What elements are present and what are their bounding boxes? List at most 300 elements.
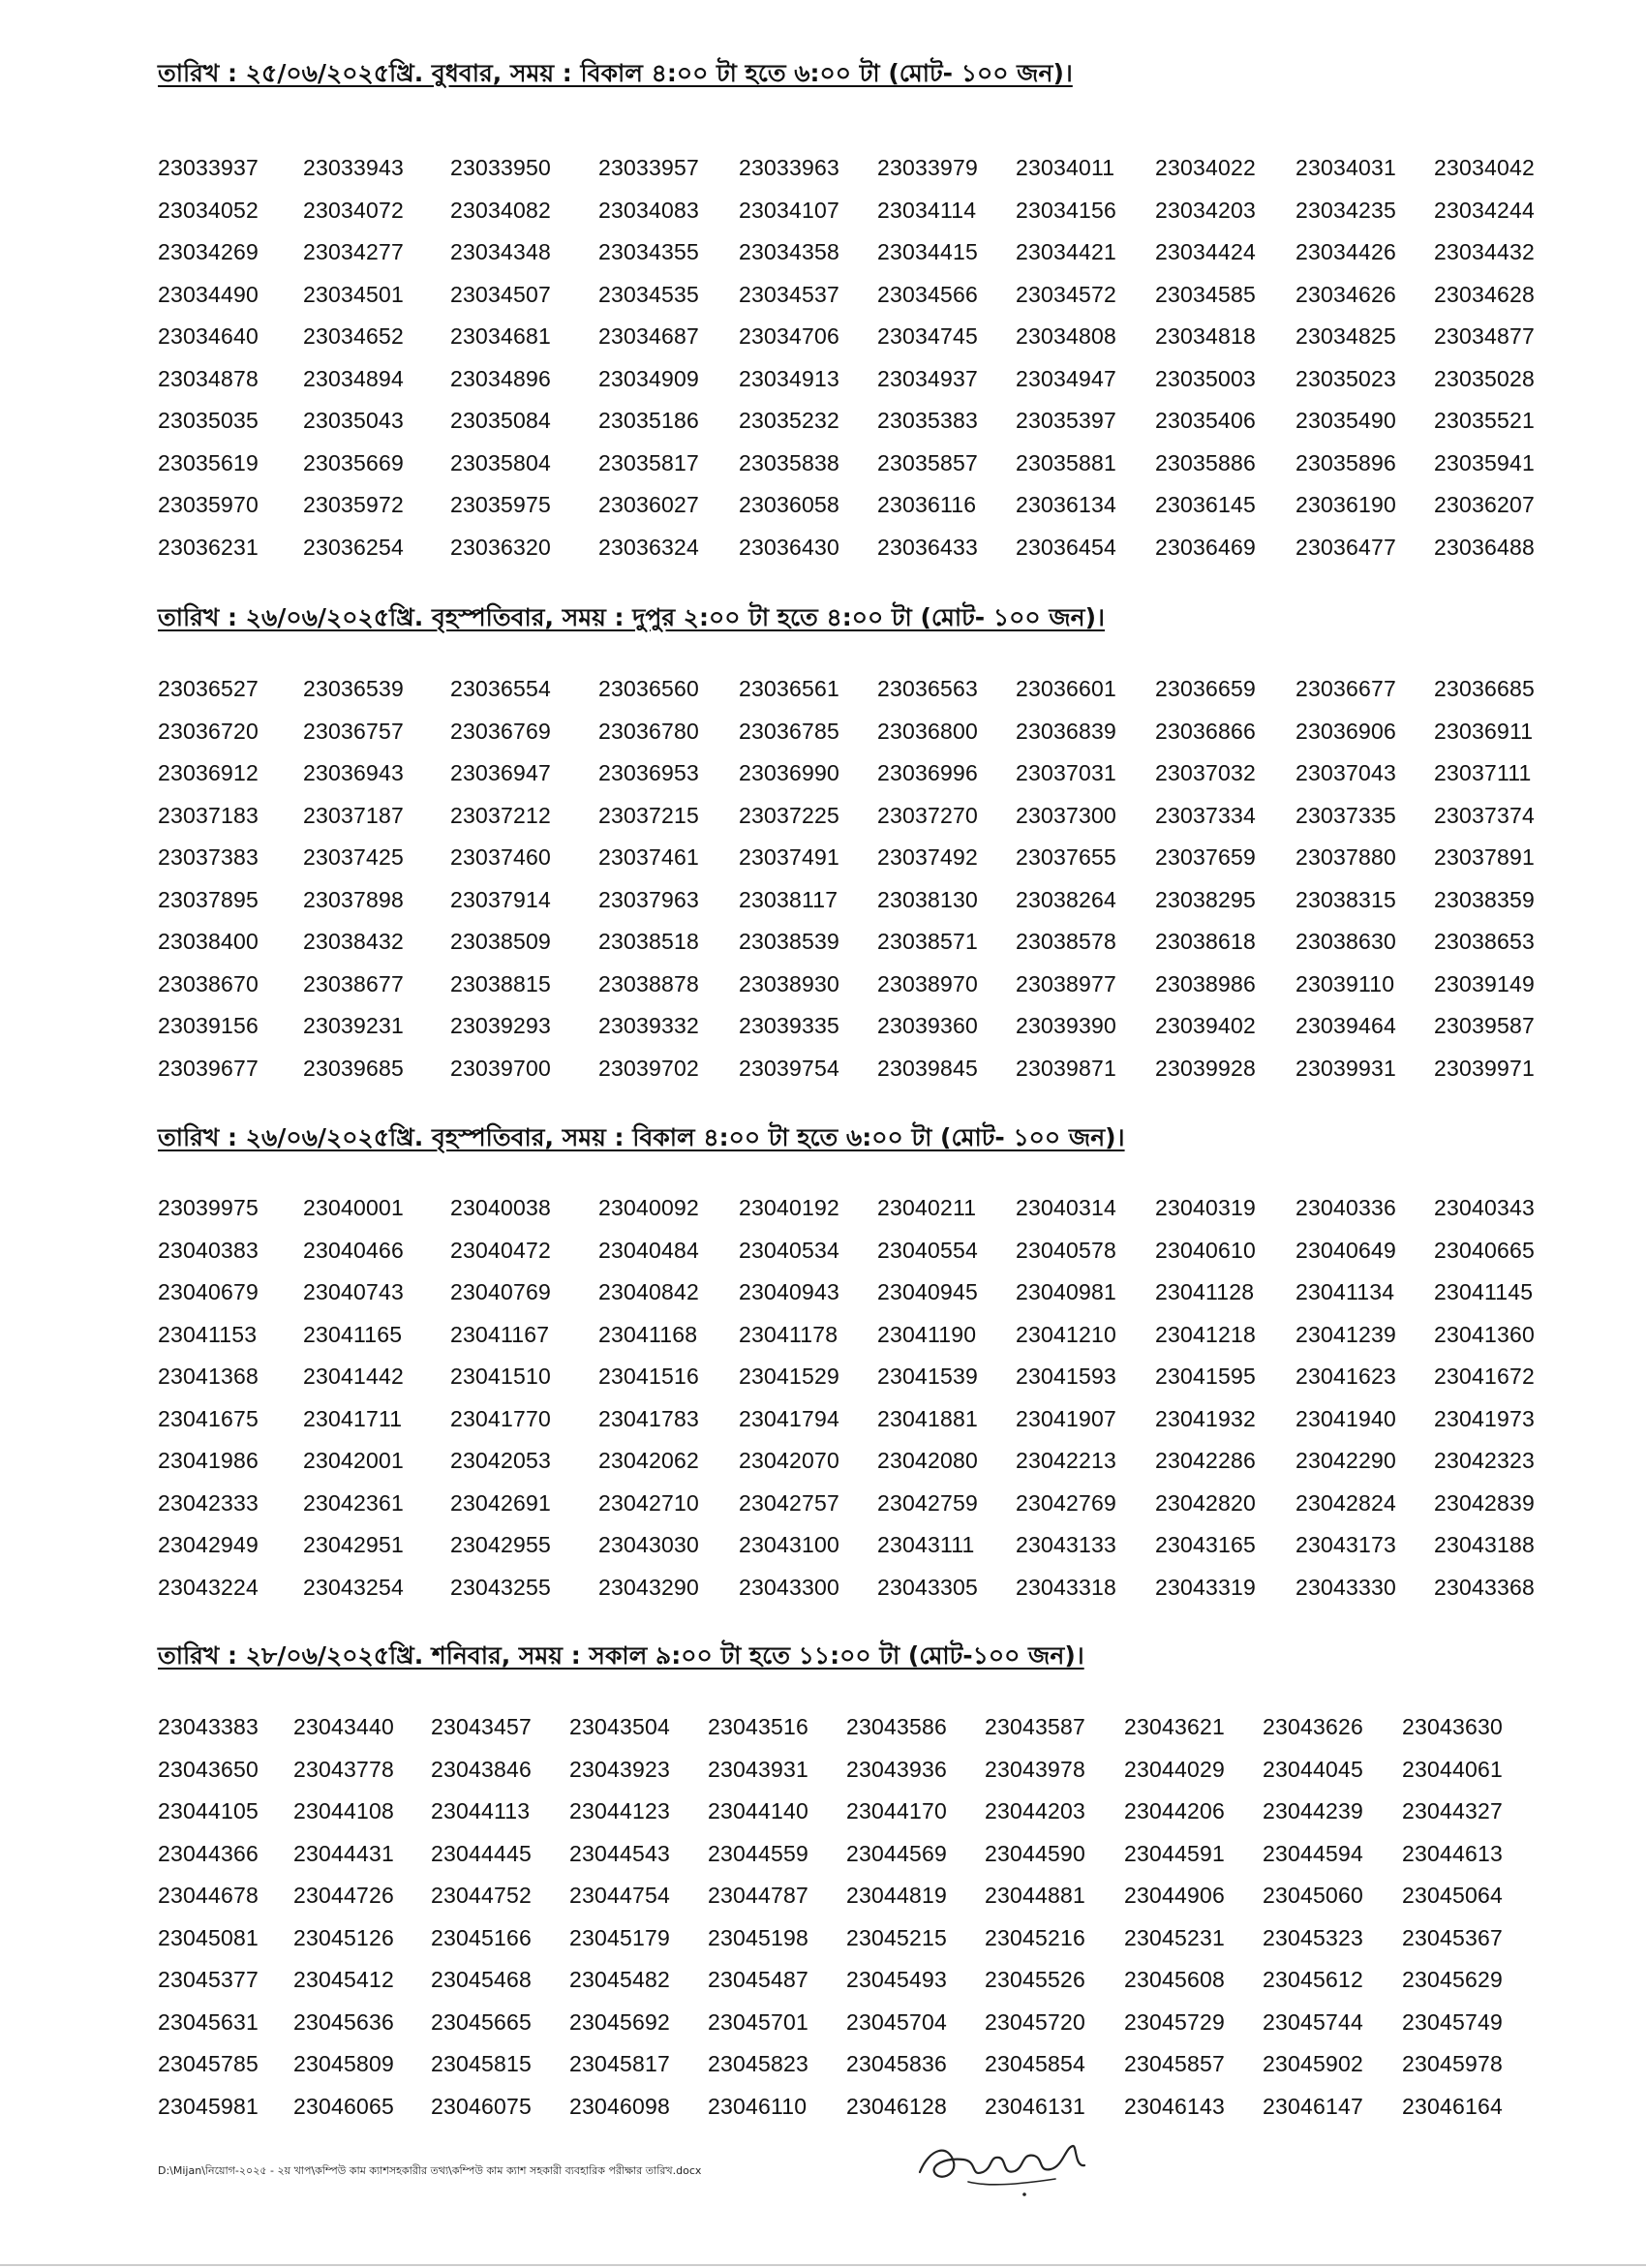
roll-number: 23042949 xyxy=(158,1532,259,1557)
roll-number: 23038930 xyxy=(739,970,839,996)
roll-number: 23041178 xyxy=(739,1321,838,1347)
roll-number: 23036254 xyxy=(303,534,404,560)
roll-number: 23041510 xyxy=(450,1364,551,1389)
roll-number: 23042691 xyxy=(450,1489,551,1516)
roll-number: 23043923 xyxy=(569,1756,670,1782)
roll-number: 23038677 xyxy=(303,970,404,996)
roll-number: 23044752 xyxy=(431,1883,532,1908)
roll-number: 23035804 xyxy=(450,449,551,475)
roll-number: 23042839 xyxy=(1434,1489,1535,1516)
roll-number: 23035406 xyxy=(1155,408,1256,433)
roll-number: 23037031 xyxy=(1016,760,1116,785)
roll-number: 23041368 xyxy=(158,1364,259,1389)
roll-number: 23034042 xyxy=(1434,155,1535,180)
roll-number: 23034894 xyxy=(303,365,404,391)
roll-number: 23039931 xyxy=(1295,1055,1396,1081)
roll-number: 23035003 xyxy=(1155,365,1256,391)
roll-number: 23035941 xyxy=(1434,449,1535,475)
roll-number: 23036190 xyxy=(1295,492,1396,517)
roll-number: 23043586 xyxy=(846,1714,947,1739)
roll-number: 23033950 xyxy=(450,155,551,180)
roll-number: 23040981 xyxy=(1016,1279,1116,1304)
roll-number: 23040472 xyxy=(450,1237,551,1263)
roll-number: 23041239 xyxy=(1295,1321,1396,1347)
roll-number: 23041595 xyxy=(1155,1364,1256,1389)
roll-number: 23045902 xyxy=(1263,2051,1363,2076)
roll-number: 23035857 xyxy=(877,449,978,475)
roll-number: 23039149 xyxy=(1434,970,1535,996)
roll-number: 23044726 xyxy=(293,1883,394,1908)
roll-number: 23034424 xyxy=(1155,239,1256,264)
roll-number: 23045636 xyxy=(293,2008,394,2035)
roll-number: 23044045 xyxy=(1263,1756,1363,1782)
roll-number: 23035035 xyxy=(158,408,259,433)
roll-number: 23035186 xyxy=(598,408,699,433)
roll-number: 23045198 xyxy=(708,1924,808,1950)
roll-number: 23046075 xyxy=(431,2093,532,2119)
roll-number: 23043030 xyxy=(598,1532,699,1557)
roll-number: 23043457 xyxy=(431,1714,532,1739)
roll-number: 23045701 xyxy=(708,2008,808,2035)
roll-number: 23045608 xyxy=(1124,1967,1225,1992)
roll-number: 23046131 xyxy=(985,2093,1085,2119)
roll-number: 23040743 xyxy=(303,1279,404,1304)
roll-number: 23037492 xyxy=(877,844,978,870)
roll-number: 23041770 xyxy=(450,1405,551,1431)
roll-number: 23044594 xyxy=(1263,1840,1363,1866)
roll-number: 23035896 xyxy=(1295,449,1396,475)
roll-number: 23036996 xyxy=(877,760,978,785)
roll-number: 23037225 xyxy=(739,802,839,828)
roll-number: 23046164 xyxy=(1402,2093,1503,2119)
roll-number: 23043383 xyxy=(158,1714,259,1739)
roll-number: 23044787 xyxy=(708,1883,808,1908)
roll-number: 23036601 xyxy=(1016,676,1116,701)
roll-number: 23038815 xyxy=(450,970,551,996)
roll-number: 23034072 xyxy=(303,197,404,223)
roll-number: 23043224 xyxy=(158,1574,259,1600)
roll-number: 23034114 xyxy=(877,197,977,223)
roll-number: 23044123 xyxy=(569,1798,670,1824)
roll-number: 23042757 xyxy=(739,1489,839,1516)
roll-number: 23040649 xyxy=(1295,1237,1396,1263)
roll-number: 23038539 xyxy=(739,929,839,954)
roll-number: 23036990 xyxy=(739,760,839,785)
roll-number: 23036769 xyxy=(450,718,551,744)
roll-number: 23034022 xyxy=(1155,155,1256,180)
roll-number: 23039335 xyxy=(739,1013,839,1038)
roll-number: 23038432 xyxy=(303,929,404,954)
roll-number: 23036757 xyxy=(303,718,404,744)
roll-number: 23043188 xyxy=(1434,1532,1535,1557)
roll-number: 23043516 xyxy=(708,1714,808,1739)
roll-number: 23034052 xyxy=(158,197,259,223)
roll-number: 23043165 xyxy=(1155,1532,1256,1557)
roll-number: 23036454 xyxy=(1016,534,1116,560)
roll-number: 23040038 xyxy=(450,1195,551,1220)
roll-number: 23041986 xyxy=(158,1448,259,1473)
roll-number: 23042053 xyxy=(450,1448,551,1473)
roll-number: 23043587 xyxy=(985,1714,1085,1739)
roll-number: 23041907 xyxy=(1016,1405,1116,1431)
roll-number: 23043846 xyxy=(431,1756,532,1782)
roll-number: 23039332 xyxy=(598,1013,699,1038)
roll-number: 23038986 xyxy=(1155,970,1256,996)
roll-number: 23043330 xyxy=(1295,1574,1396,1600)
roll-number: 23043255 xyxy=(450,1574,551,1600)
roll-number: 23043254 xyxy=(303,1574,404,1600)
roll-number: 23045785 xyxy=(158,2051,259,2076)
roll-number: 23034896 xyxy=(450,365,551,391)
roll-number: 23034244 xyxy=(1434,197,1535,223)
roll-number: 23044061 xyxy=(1402,1756,1503,1782)
roll-number: 23038117 xyxy=(739,886,838,912)
roll-number: 23036539 xyxy=(303,676,404,701)
roll-number: 23036685 xyxy=(1434,676,1535,701)
roll-number: 23036116 xyxy=(877,492,977,517)
roll-number: 23040578 xyxy=(1016,1237,1116,1263)
roll-number: 23037898 xyxy=(303,886,404,912)
roll-number: 23035521 xyxy=(1434,408,1535,433)
roll-number: 23034107 xyxy=(739,197,839,223)
roll-number: 23044203 xyxy=(985,1798,1085,1824)
roll-number: 23041167 xyxy=(450,1321,550,1347)
roll-number: 23042070 xyxy=(739,1448,839,1473)
roll-number: 23042955 xyxy=(450,1532,551,1557)
roll-number: 23039871 xyxy=(1016,1055,1116,1081)
roll-number: 23038518 xyxy=(598,929,699,954)
roll-number: 23045231 xyxy=(1124,1924,1225,1950)
roll-number: 23034490 xyxy=(158,281,259,307)
roll-number: 23040484 xyxy=(598,1237,699,1263)
roll-number: 23034626 xyxy=(1295,281,1396,307)
roll-number: 23038653 xyxy=(1434,929,1535,954)
roll-number: 23042824 xyxy=(1295,1489,1396,1516)
roll-number: 23036839 xyxy=(1016,718,1116,744)
roll-number: 23038264 xyxy=(1016,886,1116,912)
roll-number: 23035383 xyxy=(877,408,978,433)
roll-number: 23037270 xyxy=(877,802,978,828)
roll-number: 23037212 xyxy=(450,802,551,828)
roll-number: 23046128 xyxy=(846,2093,947,2119)
roll-number: 23034203 xyxy=(1155,197,1256,223)
roll-number: 23034818 xyxy=(1155,323,1256,349)
roll-number: 23041210 xyxy=(1016,1321,1116,1347)
roll-number: 23045060 xyxy=(1263,1883,1363,1908)
roll-number: 23038130 xyxy=(877,886,978,912)
roll-number: 23039754 xyxy=(739,1055,839,1081)
roll-number: 23044906 xyxy=(1124,1883,1225,1908)
roll-number: 23045482 xyxy=(569,1967,670,1992)
roll-number: 23045526 xyxy=(985,1967,1085,1992)
roll-number: 23041145 xyxy=(1434,1279,1534,1304)
roll-number: 23041940 xyxy=(1295,1405,1396,1431)
roll-number: 23042062 xyxy=(598,1448,699,1473)
roll-number: 23036561 xyxy=(739,676,839,701)
roll-number: 23039587 xyxy=(1434,1013,1535,1038)
signature xyxy=(910,2129,1104,2206)
roll-number: 23044105 xyxy=(158,1798,259,1824)
roll-number: 23045166 xyxy=(431,1924,532,1950)
roll-number: 23041711 xyxy=(303,1405,403,1431)
roll-number: 23040665 xyxy=(1434,1237,1535,1263)
roll-number: 23038977 xyxy=(1016,970,1116,996)
roll-number: 23043778 xyxy=(293,1756,394,1782)
roll-number: 23038618 xyxy=(1155,929,1256,954)
roll-number: 23045720 xyxy=(985,2008,1085,2035)
roll-number: 23037425 xyxy=(303,844,404,870)
roll-number: 23045854 xyxy=(985,2051,1085,2076)
roll-number: 23038509 xyxy=(450,929,551,954)
roll-number: 23036027 xyxy=(598,492,699,517)
roll-number: 23034628 xyxy=(1434,281,1535,307)
roll-number: 23045215 xyxy=(846,1924,947,1950)
roll-number: 23036677 xyxy=(1295,676,1396,701)
roll-number: 23035232 xyxy=(739,408,839,433)
roll-number: 23044678 xyxy=(158,1883,259,1908)
roll-number: 23041675 xyxy=(158,1405,259,1431)
roll-number: 23042361 xyxy=(303,1489,404,1516)
roll-number: 23037187 xyxy=(303,802,404,828)
roll-number: 23034808 xyxy=(1016,323,1116,349)
roll-number: 23045665 xyxy=(431,2008,532,2035)
roll-number: 23039975 xyxy=(158,1195,259,1220)
roll-number: 23036207 xyxy=(1434,492,1535,517)
roll-number: 23041623 xyxy=(1295,1364,1396,1389)
roll-number: 23045216 xyxy=(985,1924,1085,1950)
roll-number: 23045981 xyxy=(158,2093,259,2119)
roll-number: 23042286 xyxy=(1155,1448,1256,1473)
roll-number: 23040943 xyxy=(739,1279,839,1304)
roll-number: 23037215 xyxy=(598,802,699,828)
roll-number: 23034909 xyxy=(598,365,699,391)
roll-number: 23037334 xyxy=(1155,802,1256,828)
roll-number: 23041218 xyxy=(1155,1321,1256,1347)
section-heading: তারিখ : ২৬/০৬/২০২৫খ্রি. বৃহস্পতিবার, সময় : বিকাল ৪:০০ টা হতে ৬:০০ টা (মোট- ১০০ জন)। xyxy=(158,1123,1125,1151)
roll-number: 23044327 xyxy=(1402,1798,1503,1824)
roll-number: 23039390 xyxy=(1016,1013,1116,1038)
roll-number: 23044431 xyxy=(293,1840,394,1866)
roll-number: 23037491 xyxy=(739,844,839,870)
roll-number: 23036231 xyxy=(158,534,259,560)
roll-number: 23035972 xyxy=(303,492,404,517)
roll-number: 23042001 xyxy=(303,1448,404,1473)
roll-number: 23039293 xyxy=(450,1013,551,1038)
roll-number: 23033943 xyxy=(303,155,404,180)
roll-number: 23041973 xyxy=(1434,1405,1535,1431)
roll-number: 23045377 xyxy=(158,1967,259,1992)
roll-number: 23037914 xyxy=(450,886,551,912)
roll-number: 23034877 xyxy=(1434,323,1535,349)
roll-number: 23039677 xyxy=(158,1055,259,1081)
roll-number: 23037460 xyxy=(450,844,551,870)
roll-number: 23045631 xyxy=(158,2008,259,2035)
roll-number: 23035975 xyxy=(450,492,551,517)
roll-number: 23045744 xyxy=(1263,2008,1363,2035)
roll-number: 23037659 xyxy=(1155,844,1256,870)
roll-number: 23035023 xyxy=(1295,365,1396,391)
roll-number: 23037374 xyxy=(1434,802,1535,828)
roll-number: 23037891 xyxy=(1434,844,1535,870)
roll-number: 23036947 xyxy=(450,760,551,785)
roll-number: 23035084 xyxy=(450,408,551,433)
roll-number: 23041783 xyxy=(598,1405,699,1431)
roll-number: 23041153 xyxy=(158,1321,258,1347)
section-heading: তারিখ : ২৫/০৬/২০২৫খ্রি. বুধবার, সময় : বিকাল ৪:০০ টা হতে ৬:০০ টা (মোট- ১০০ জন)। xyxy=(158,59,1073,87)
roll-number: 23035619 xyxy=(158,449,259,475)
roll-number: 23036943 xyxy=(303,760,404,785)
roll-number: 23034878 xyxy=(158,365,259,391)
roll-number: 23045064 xyxy=(1402,1883,1503,1908)
roll-number: 23044590 xyxy=(985,1840,1085,1866)
roll-number: 23041794 xyxy=(739,1405,839,1431)
roll-number: 23042333 xyxy=(158,1489,259,1516)
roll-number: 23034585 xyxy=(1155,281,1256,307)
roll-number: 23043630 xyxy=(1402,1714,1503,1739)
roll-number: 23038295 xyxy=(1155,886,1256,912)
roll-number: 23040343 xyxy=(1434,1195,1535,1220)
roll-number: 23038359 xyxy=(1434,886,1535,912)
roll-number: 23044445 xyxy=(431,1840,532,1866)
roll-number: 23043621 xyxy=(1124,1714,1225,1739)
roll-number: 23044113 xyxy=(431,1798,531,1824)
roll-number: 23034640 xyxy=(158,323,259,349)
roll-number: 23041168 xyxy=(598,1321,698,1347)
roll-number: 23039702 xyxy=(598,1055,699,1081)
roll-number: 23045179 xyxy=(569,1924,670,1950)
roll-number: 23035970 xyxy=(158,492,259,517)
roll-number: 23045126 xyxy=(293,1924,394,1950)
roll-number: 23045692 xyxy=(569,2008,670,2035)
roll-number: 23045823 xyxy=(708,2051,808,2076)
roll-number: 23037963 xyxy=(598,886,699,912)
roll-number: 23033963 xyxy=(739,155,839,180)
roll-number: 23045749 xyxy=(1402,2008,1503,2035)
roll-number: 23045323 xyxy=(1263,1924,1363,1950)
roll-number: 23036953 xyxy=(598,760,699,785)
roll-number: 23039928 xyxy=(1155,1055,1256,1081)
roll-number: 23044206 xyxy=(1124,1798,1225,1824)
roll-number: 23034566 xyxy=(877,281,978,307)
roll-number: 23036906 xyxy=(1295,718,1396,744)
roll-number: 23034572 xyxy=(1016,281,1116,307)
roll-number: 23043319 xyxy=(1155,1574,1256,1600)
roll-number: 23045815 xyxy=(431,2051,532,2076)
roll-number: 23042951 xyxy=(303,1532,404,1557)
roll-number: 23042769 xyxy=(1016,1489,1116,1516)
roll-number: 23043318 xyxy=(1016,1574,1116,1600)
section-heading: তারিখ : ২৮/০৬/২০২৫খ্রি. শনিবার, সময় : সকাল ৯:০০ টা হতে ১১:০০ টা (মোট-১০০ জন)। xyxy=(158,1641,1084,1670)
roll-number: 23040092 xyxy=(598,1195,699,1220)
roll-number: 23044591 xyxy=(1124,1840,1225,1866)
roll-number: 23039700 xyxy=(450,1055,551,1081)
roll-number: 23037335 xyxy=(1295,802,1396,828)
roll-number: 23043978 xyxy=(985,1756,1085,1782)
roll-number: 23034507 xyxy=(450,281,551,307)
roll-number: 23034681 xyxy=(450,323,551,349)
roll-number: 23045629 xyxy=(1402,1967,1503,1992)
roll-number: 23036477 xyxy=(1295,534,1396,560)
roll-number: 23034426 xyxy=(1295,239,1396,264)
roll-number: 23040554 xyxy=(877,1237,978,1263)
roll-number: 23046065 xyxy=(293,2093,394,2119)
roll-number: 23043626 xyxy=(1263,1714,1363,1739)
roll-number: 23045081 xyxy=(158,1924,259,1950)
page-bottom-edge xyxy=(0,2264,1646,2266)
roll-number: 23034652 xyxy=(303,323,404,349)
roll-number: 23041128 xyxy=(1155,1279,1255,1304)
roll-number: 23035397 xyxy=(1016,408,1116,433)
roll-number: 23034235 xyxy=(1295,197,1396,223)
roll-number: 23044140 xyxy=(708,1798,808,1824)
roll-number: 23036785 xyxy=(739,718,839,744)
roll-number: 23044559 xyxy=(708,1840,808,1866)
roll-number: 23037655 xyxy=(1016,844,1116,870)
roll-number: 23035669 xyxy=(303,449,404,475)
roll-number: 23034421 xyxy=(1016,239,1116,264)
roll-number: 23045836 xyxy=(846,2051,947,2076)
roll-number: 23040769 xyxy=(450,1279,551,1304)
roll-number: 23034745 xyxy=(877,323,978,349)
roll-number: 23040001 xyxy=(303,1195,404,1220)
roll-number: 23039685 xyxy=(303,1055,404,1081)
roll-number: 23042080 xyxy=(877,1448,978,1473)
roll-number: 23034156 xyxy=(1016,197,1116,223)
roll-number: 23036554 xyxy=(450,676,551,701)
roll-number: 23035886 xyxy=(1155,449,1256,475)
roll-number: 23041190 xyxy=(877,1321,977,1347)
roll-number: 23045367 xyxy=(1402,1924,1503,1950)
roll-number: 23040945 xyxy=(877,1279,978,1304)
roll-number: 23034083 xyxy=(598,197,699,223)
roll-number: 23034355 xyxy=(598,239,699,264)
roll-number: 23035490 xyxy=(1295,408,1396,433)
roll-number: 23034825 xyxy=(1295,323,1396,349)
roll-number: 23044170 xyxy=(846,1798,947,1824)
roll-number: 23037183 xyxy=(158,802,259,828)
roll-number: 23034706 xyxy=(739,323,839,349)
roll-number: 23046110 xyxy=(708,2093,808,2119)
roll-number: 23039402 xyxy=(1155,1013,1256,1038)
roll-number: 23035817 xyxy=(598,449,699,475)
roll-number: 23045612 xyxy=(1263,1967,1363,1992)
roll-number: 23044239 xyxy=(1263,1798,1363,1824)
roll-number: 23046098 xyxy=(569,2093,670,2119)
roll-number: 23034277 xyxy=(303,239,404,264)
roll-number: 23040314 xyxy=(1016,1195,1116,1220)
roll-number: 23040842 xyxy=(598,1279,699,1304)
roll-number: 23040383 xyxy=(158,1237,259,1263)
roll-number: 23046147 xyxy=(1263,2093,1363,2119)
roll-number: 23039464 xyxy=(1295,1013,1396,1038)
roll-number: 23034535 xyxy=(598,281,699,307)
roll-number: 23034358 xyxy=(739,239,839,264)
roll-number: 23041165 xyxy=(303,1321,403,1347)
roll-number: 23040211 xyxy=(877,1195,977,1220)
roll-number: 23040534 xyxy=(739,1237,839,1263)
roll-number: 23033957 xyxy=(598,155,699,180)
roll-number: 23039231 xyxy=(303,1013,404,1038)
roll-number: 23044881 xyxy=(985,1883,1085,1908)
roll-number: 23044613 xyxy=(1402,1840,1503,1866)
roll-number: 23038400 xyxy=(158,929,259,954)
roll-number: 23045487 xyxy=(708,1967,808,1992)
roll-number: 23036145 xyxy=(1155,492,1256,517)
roll-number: 23045704 xyxy=(846,2008,947,2035)
roll-number: 23034011 xyxy=(1016,155,1115,180)
roll-number: 23038670 xyxy=(158,970,259,996)
roll-number: 23045817 xyxy=(569,2051,670,2076)
